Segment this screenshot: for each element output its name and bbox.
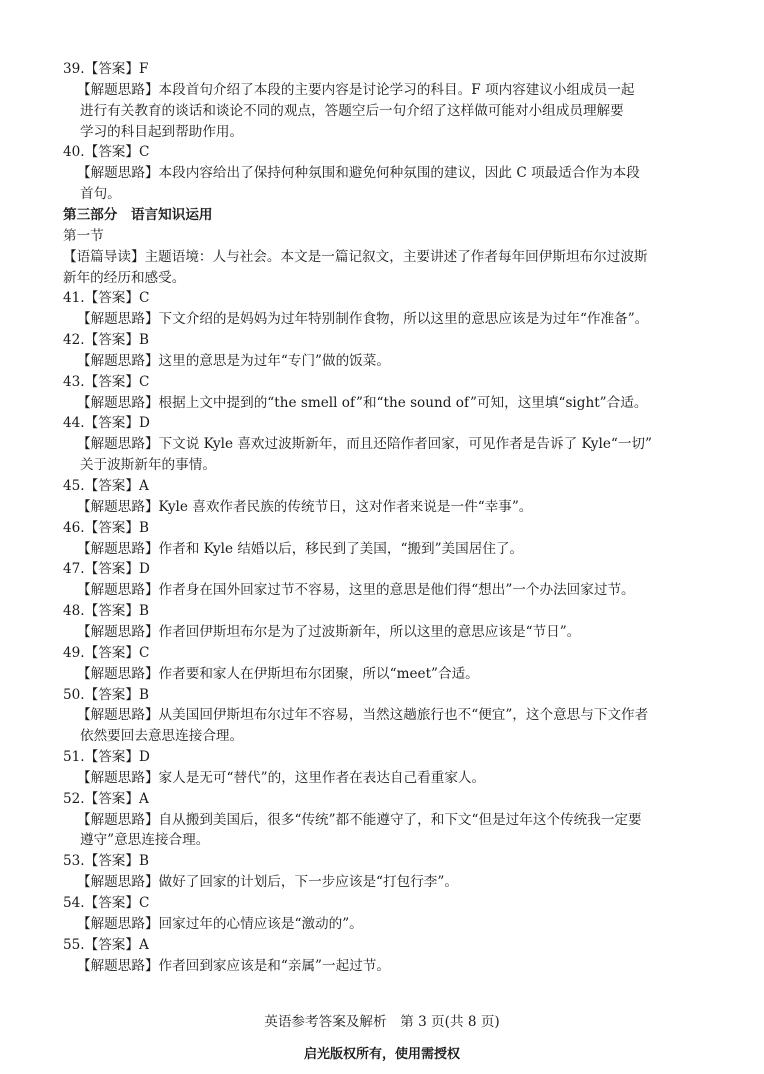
text-line: 【解题思路】本段内容给出了保持何种氛围和避免何种氛围的建议，因此 C 项最适合作为本段 [77, 165, 640, 182]
text-line: 进行有关教育的谈话和谈论不同的观点，答题空后一句介绍了这样做可能对小组成员理解要 [80, 102, 624, 119]
text-line: 41.【答案】C [63, 290, 150, 307]
text-line: 51.【答案】D [63, 749, 150, 766]
text-line: 学习的科目起到帮助作用。 [80, 123, 244, 140]
copyright-notice: 启光版权所有，使用需授权 [303, 1047, 460, 1062]
text-line: 【解题思路】作者要和家人在伊斯坦布尔团聚，所以“meet”合适。 [77, 665, 479, 682]
text-line: 遵守”意思连接合理。 [80, 832, 210, 849]
page-footer: 英语参考答案及解析 第 3 页(共 8 页) [264, 1014, 500, 1030]
text-line: 47.【答案】D [63, 561, 150, 578]
text-line: 依然要回去意思连接合理。 [80, 728, 244, 745]
text-line: 第三部分 语言知识运用 [63, 206, 213, 223]
text-line: 42.【答案】B [63, 332, 149, 349]
text-line: 【解题思路】根据上文中提到的“the smell of”和“the sound of”可知，这里填“sight”合适。 [77, 394, 648, 411]
text-line: 【解题思路】下文介绍的是妈妈为过年特别制作食物，所以这里的意思应该是为过年“作准备”。 [77, 311, 649, 328]
text-line: 40.【答案】C [63, 144, 150, 161]
text-line: 【解题思路】作者回伊斯坦布尔是为了过波斯新年，所以这里的意思应该是“节日”。 [77, 623, 581, 640]
text-line: 关于波斯新年的事情。 [80, 457, 216, 474]
text-line: 【解题思路】做好了回家的计划后，下一步应该是“打包行李”。 [77, 874, 458, 891]
text-line: 【解题思路】作者和 Kyle 结婚以后，移民到了美国，“搬到”美国居住了。 [77, 540, 524, 557]
text-line: 45.【答案】A [63, 478, 149, 494]
text-line: 48.【答案】B [63, 603, 149, 620]
text-line: 【解题思路】回家过年的心情应该是“激动的”。 [77, 915, 363, 932]
text-line: 43.【答案】C [63, 373, 150, 390]
text-line: 第一节 [63, 227, 104, 244]
text-line: 【解题思路】从美国回伊斯坦布尔过年不容易，当然这趟旅行也不“便宜”，这个意思与下文作者 [77, 707, 649, 724]
text-line: 39.【答案】F [63, 61, 149, 77]
text-line: 【解题思路】作者回到家应该是和“亲属”一起过节。 [77, 957, 390, 974]
text-line: 【语篇导读】主题语境：人与社会。本文是一篇记叙文，主要讲述了作者每年回伊斯坦布尔过波斯 [63, 248, 648, 265]
text-line: 50.【答案】B [63, 686, 149, 703]
text-line: 【解题思路】这里的意思是为过年“专门”做的饭菜。 [77, 352, 390, 369]
text-line: 55.【答案】A [63, 936, 149, 953]
text-line: 新年的经历和感受。 [63, 269, 186, 286]
text-line: 【解题思路】下文说 Kyle 喜欢过波斯新年，而且还陪作者回家，可见作者是告诉了 Kyle“一切” [77, 436, 652, 453]
text-line: 52.【答案】A [63, 790, 149, 807]
text-line: 【解题思路】本段首句介绍了本段的主要内容是讨论学习的科目。F 项内容建议小组成员一起 [77, 81, 635, 98]
text-line: 44.【答案】D [63, 415, 150, 432]
text-line: 49.【答案】C [63, 644, 150, 661]
text-line: 【解题思路】Kyle 喜欢作者民族的传统节日，这对作者来说是一件“幸事”。 [77, 498, 533, 515]
text-line: 53.【答案】B [63, 853, 149, 870]
text-line: 46.【答案】B [63, 519, 149, 536]
text-line: 54.【答案】C [63, 895, 150, 911]
text-line: 首句。 [80, 186, 121, 203]
text-line: 【解题思路】作者身在国外回家过节不容易，这里的意思是他们得“想出”一个办法回家过节。 [77, 582, 635, 599]
text-line: 【解题思路】家人是无可“替代”的，这里作者在表达自己看重家人。 [77, 769, 486, 786]
text-line: 【解题思路】自从搬到美国后，很多“传统”都不能遵守了，和下文“但是过年这个传统我一定要 [77, 811, 642, 828]
